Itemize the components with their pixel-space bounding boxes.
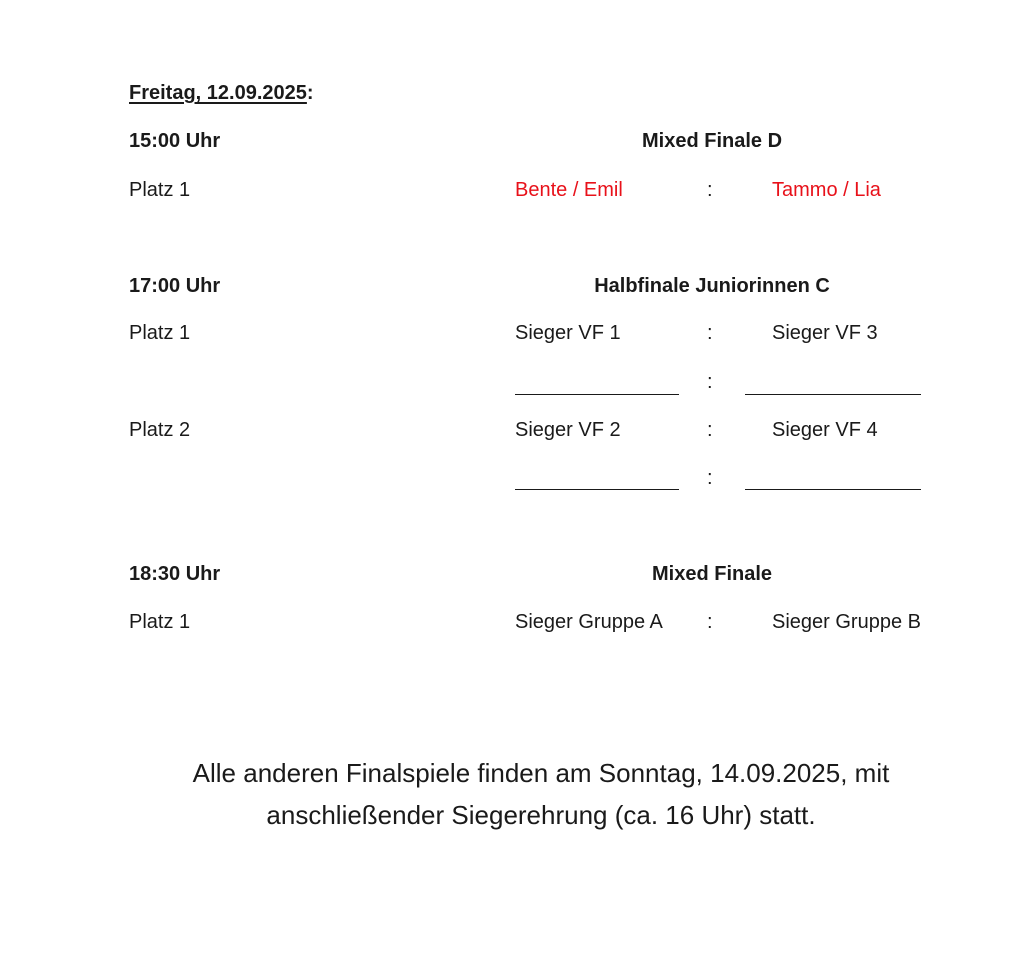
block-2-match-2-result-blank-b	[745, 489, 921, 490]
block-3-title: Mixed Finale	[651, 563, 773, 585]
block-2-time: 17:00 Uhr	[129, 275, 221, 297]
block-3-team-a: Sieger Gruppe A	[515, 611, 663, 633]
block-2-match-2-court: Platz 2	[129, 419, 191, 441]
block-2-match-1-court: Platz 1	[129, 322, 191, 344]
block-2-match-1-result-separator: :	[707, 371, 713, 393]
block-2-match-1-result-blank-b	[745, 394, 921, 395]
block-1-time: 15:00 Uhr	[129, 130, 221, 152]
block-2-match-1-team-b: Sieger VF 3	[772, 322, 878, 344]
block-1-separator: :	[707, 179, 713, 201]
block-3-separator: :	[707, 611, 713, 633]
block-3-court: Platz 1	[129, 611, 191, 633]
date-label: Freitag, 12.09.2025	[129, 82, 307, 104]
block-1-court: Platz 1	[129, 179, 191, 201]
block-2-match-2-result-blank-a	[515, 489, 679, 490]
block-1-team-a: Bente / Emil	[515, 179, 623, 201]
block-2-match-2-separator: :	[707, 419, 713, 441]
date-heading	[129, 82, 314, 105]
block-2-title: Halbfinale Juniorinnen C	[594, 275, 830, 297]
block-2-match-1-separator: :	[707, 322, 713, 344]
footer-line-2: anschließender Siegerehrung (ca. 16 Uhr) statt.	[266, 800, 816, 830]
block-3-time: 18:30 Uhr	[129, 563, 221, 585]
block-2-match-2-team-a: Sieger VF 2	[515, 419, 621, 441]
block-2-match-2-team-b: Sieger VF 4	[772, 419, 878, 441]
block-2-match-2-result-separator: :	[707, 467, 713, 489]
block-3-team-b: Sieger Gruppe B	[772, 611, 921, 633]
block-1-team-b: Tammo / Lia	[772, 179, 881, 201]
footer-line-1: Alle anderen Finalspiele finden am Sonntag, 14.09.2025, mit	[192, 758, 890, 788]
block-2-match-1-team-a: Sieger VF 1	[515, 322, 621, 344]
block-1-title: Mixed Finale D	[641, 130, 783, 152]
date-suffix: :	[306, 82, 314, 104]
footer-note	[0, 752, 1024, 836]
block-2-match-1-result-blank-a	[515, 394, 679, 395]
